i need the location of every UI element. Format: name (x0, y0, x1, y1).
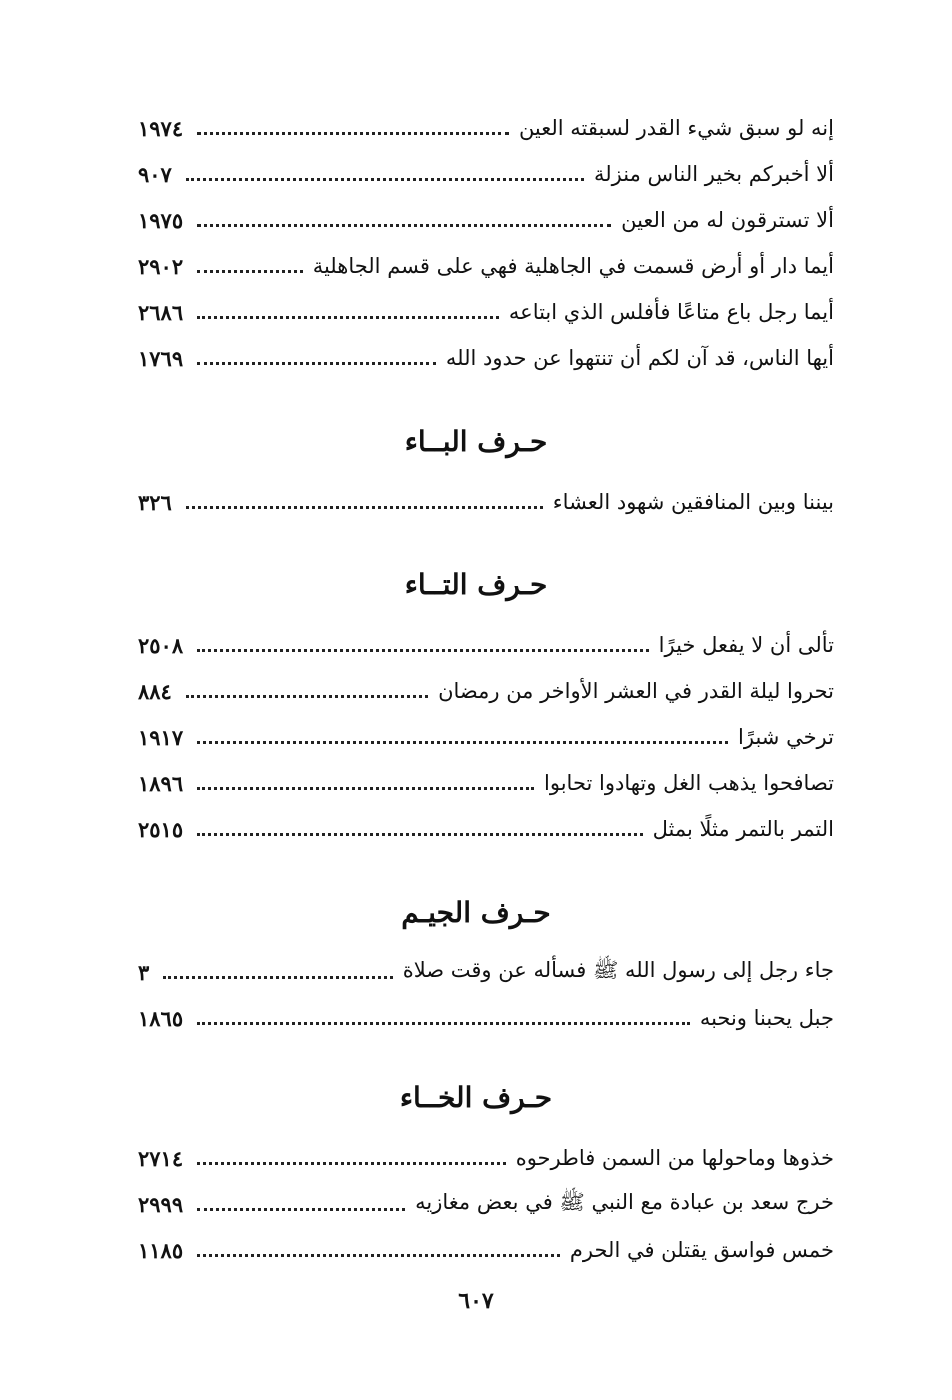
index-entry (138, 673, 834, 709)
index-entry (138, 110, 834, 146)
entry-text: ألا تسترقون له من العين (621, 208, 834, 232)
entry-number: ٢٥١٥ (138, 816, 184, 842)
leader-dots (197, 316, 499, 319)
section-heading: حـرف التــاء (404, 568, 548, 601)
entry-text: تصافحوا يذهب الغل وتهادوا تحابوا (544, 771, 834, 795)
leader-dots (197, 741, 728, 744)
section-heading: حـرف الجيـم (401, 896, 551, 929)
entry-text: جبل يحبنا ونحبه (699, 1006, 834, 1030)
entry-text: ألا أخبركم بخير الناس منزلة (594, 162, 834, 186)
entry-number: ١٧٦٩ (138, 345, 184, 371)
entry-text: أيها الناس، قد آن لكم أن تنتهوا عن حدود الله (445, 346, 834, 370)
section-heading: حـرف البــاء (404, 425, 548, 458)
leader-dots (197, 787, 534, 790)
entry-number: ٢٧١٤ (138, 1145, 184, 1171)
leader-dots (197, 1022, 690, 1025)
page-number: ٦٠٧ (458, 1288, 494, 1314)
leader-dots (197, 362, 436, 365)
entry-number: ٩٠٧ (138, 161, 172, 187)
entry-text: أيما دار أو أرض قسمت في الجاهلية فهي على قسم الجاهلية (312, 254, 834, 278)
leader-dots (197, 649, 649, 652)
entry-text: خرج سعد بن عبادة مع النبي ﷺ في بعض مغازيه (415, 1189, 834, 1214)
leader-dots (197, 1208, 405, 1211)
index-entry (138, 294, 834, 330)
entry-number: ٣٢٦ (138, 489, 172, 515)
leader-dots (186, 695, 428, 698)
entry-number: ٢٥٠٨ (138, 632, 184, 658)
index-entry (138, 1232, 834, 1268)
entry-number: ١٩١٧ (138, 724, 184, 750)
index-entry (138, 340, 834, 376)
index-entry (138, 202, 834, 238)
entry-text: ترخي شبرًا (738, 725, 834, 749)
leader-dots (186, 178, 584, 181)
entry-text: تحروا ليلة القدر في العشر الأواخر من رمضان (438, 679, 834, 703)
index-entry (138, 719, 834, 755)
index-entry (138, 1000, 834, 1036)
entry-text: جاء رجل إلى رسول الله ﷺ فسأله عن وقت صلاة (402, 957, 834, 982)
entry-text: التمر بالتمر مثلًا بمثل (652, 817, 834, 841)
leader-dots (197, 1254, 560, 1257)
entry-text: تألى أن لا يفعل خيرًا (658, 633, 834, 657)
entry-number: ٢٩٠٢ (138, 253, 184, 279)
index-entry (138, 248, 834, 284)
entry-number: ١٩٧٤ (138, 115, 184, 141)
section-heading: حـرف الخــاء (399, 1081, 553, 1114)
index-entry (138, 954, 834, 990)
leader-dots (197, 224, 611, 227)
leader-dots (163, 976, 392, 979)
leader-dots (197, 1162, 506, 1165)
entry-text: خذوها وماحولها من السمن فاطرحوه (515, 1146, 834, 1170)
entry-number: ٣ (138, 959, 150, 985)
leader-dots (197, 833, 643, 836)
index-entry (138, 156, 834, 192)
entry-text: أيما رجل باع متاعًا فأفلس الذي ابتاعه (508, 300, 834, 324)
entry-text: بيننا وبين المنافقين شهود العشاء (552, 490, 834, 514)
index-entry (138, 1140, 834, 1176)
entry-number: ١٨٦٥ (138, 1005, 184, 1031)
entry-number: ٢٩٩٩ (138, 1191, 184, 1217)
entry-number: ٨٨٤ (138, 678, 172, 704)
entry-text: إنه لو سبق شيء القدر لسبقته العين (518, 116, 834, 140)
index-entry (138, 484, 834, 520)
entry-number: ٢٦٨٦ (138, 299, 184, 325)
leader-dots (186, 506, 543, 509)
entry-number: ١٩٧٥ (138, 207, 184, 233)
index-entry (138, 1186, 834, 1222)
index-entry (138, 811, 834, 847)
index-entry (138, 627, 834, 663)
entry-number: ١٨٩٦ (138, 770, 184, 796)
leader-dots (197, 270, 303, 273)
entry-number: ١١٨٥ (138, 1237, 184, 1263)
index-entry (138, 765, 834, 801)
entry-text: خمس فواسق يقتلن في الحرم (569, 1238, 834, 1262)
leader-dots (197, 132, 509, 135)
